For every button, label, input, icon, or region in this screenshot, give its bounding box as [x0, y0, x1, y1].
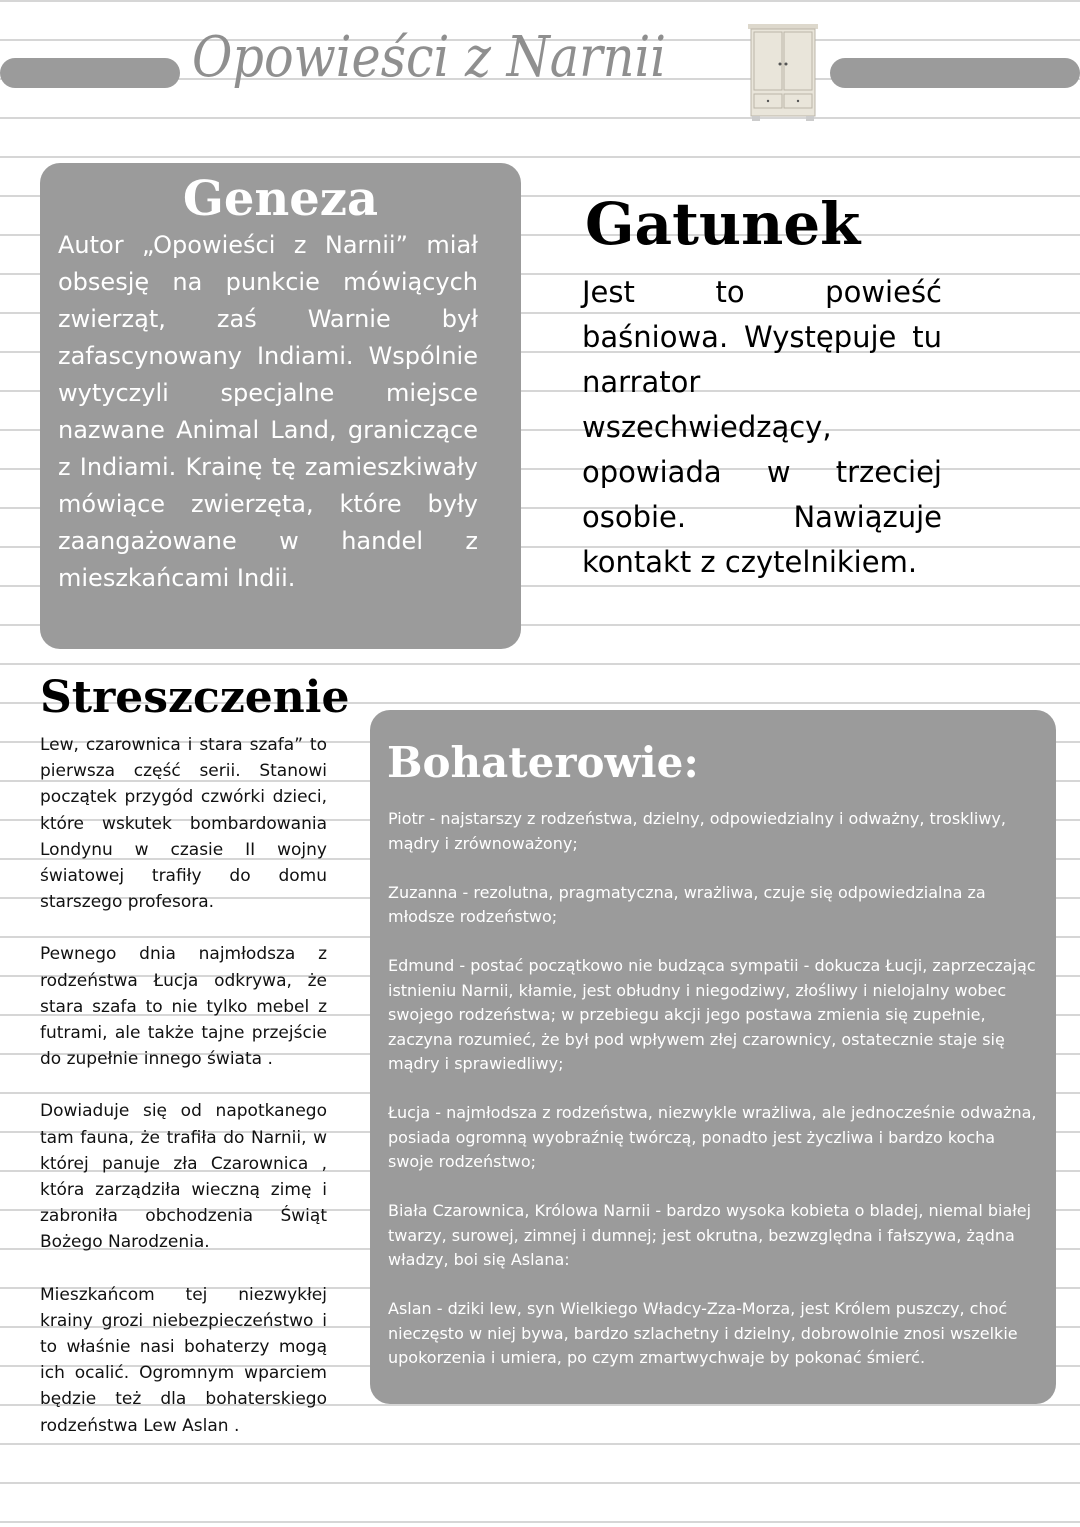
- geneza-text: Autor „Opowieści z Narnii” miał obsesję na punkcie mówiących zwierząt, zaś Warnie był zafascynowany Indiami. Wspólnie wytyczyli specjalne miejsce nazwane Animal Land, graniczące z Indiami. Krainę tę zamieszkiwały mówiące zwierzęta, które były zaangażowane w handel z mieszkańcami Indii.: [58, 231, 478, 592]
- bohaterowie-heading: Bohaterowie:: [387, 738, 699, 787]
- gatunek-heading: Gatunek: [585, 190, 861, 258]
- character-item: Łucja - najmłodsza z rodzeństwa, niezwykle wrażliwa, ale jednocześnie odważna, posiada ogromną wyobraźnię twórczą, ponadto jest życzliwa i bardzo kocha swoje rodzeństwo;: [388, 1103, 1037, 1171]
- geneza-heading: Geneza: [182, 171, 379, 227]
- character-item: Aslan - dziki lew, syn Wielkiego Władcy-Zza-Morza, jest Królem puszczy, choć nieczęsto w niej bywa, bardzo szlachetny i dzielny, dobrowolnie znosi wszelkie upokorzenia i umiera, po czym zmartwychwaje by pokonać śmierć.: [388, 1299, 1018, 1367]
- header-bar-left: [0, 58, 180, 88]
- page-title: Opowieści z Narnii: [192, 25, 666, 90]
- geneza-box: [40, 163, 521, 649]
- gatunek-text: Jest to powieść baśniowa. Występuje tu narrator wszechwiedzący, opowiada w trzeciej osobie. Nawiązuje kontakt z czytelnikiem.: [582, 275, 942, 579]
- streszczenie-paragraph: Mieszkańcom tej niezwykłej krainy grozi niebezpieczeństwo i to właśnie nasi bohaterzy mogą ich ocalić. Ogromnym wparciem będzie też dla bohaterskiego rodzeństwa Lew Aslan .: [40, 1284, 327, 1436]
- streszczenie-heading: Streszczenie: [40, 672, 350, 723]
- streszczenie-paragraph: Lew, czarownica i stara szafa” to pierwsza część serii. Stanowi początek przygód czwórki dzieci, które wskutek bombardowania Londynu w czasie II wojny światowej trafiły do domu starszego profesora.: [40, 735, 327, 913]
- streszczenie-paragraph: Dowiaduje się od napotkanego tam fauna, że trafiła do Narnii, w której panuje zła Czarownica , która zarządziła wieczną zimę i zabroniła obchodzenia Świąt Bożego Narodzenia.: [40, 1101, 327, 1253]
- wardrobe-icon: [746, 24, 820, 122]
- streszczenie-paragraph: Pewnego dnia najmłodsza z rodzeństwa Łucja odkrywa, że stara szafa to nie tylko mebel z futrami, ale także tajne przejście do zupełnie innego świata .: [40, 944, 327, 1070]
- header-bar-right: [830, 58, 1080, 88]
- character-item: Piotr - najstarszy z rodzeństwa, dzielny, odpowiedzialny i odważny, troskliwy, mądry i zrównoważony;: [388, 809, 1006, 853]
- character-item: Edmund - postać początkowo nie budząca sympatii - dokucza Łucji, zaprzeczając istnieniu Narnii, kłamie, jest obłudny i niegodziwy, złośliwy i nielojalny wobec swojego rodzeństwa; w przebiegu akcji jego postawa zmienia się zupełnie, zaczyna rozumieć, że był pod wpływem złej czarownicy, ostatecznie staje się mądry i sprawiedliwy;: [388, 956, 1036, 1073]
- streszczenie-text: [40, 732, 327, 1439]
- character-item: Zuzanna - rezolutna, pragmatyczna, wrażliwa, czuje się odpowiedzialna za młodsze rodzeństwo;: [388, 882, 986, 926]
- bohaterowie-box: [370, 710, 1056, 1404]
- bohaterowie-list: [388, 807, 1038, 1371]
- character-item: Biała Czarownica, Królowa Narnii - bardzo wysoka kobieta o bladej, niemal białej twarzy, surowej, zimnej i dumnej; jest okrutna, bezwzględna i fałszywa, żądna władzy, boi się Aslana:: [388, 1201, 1032, 1269]
